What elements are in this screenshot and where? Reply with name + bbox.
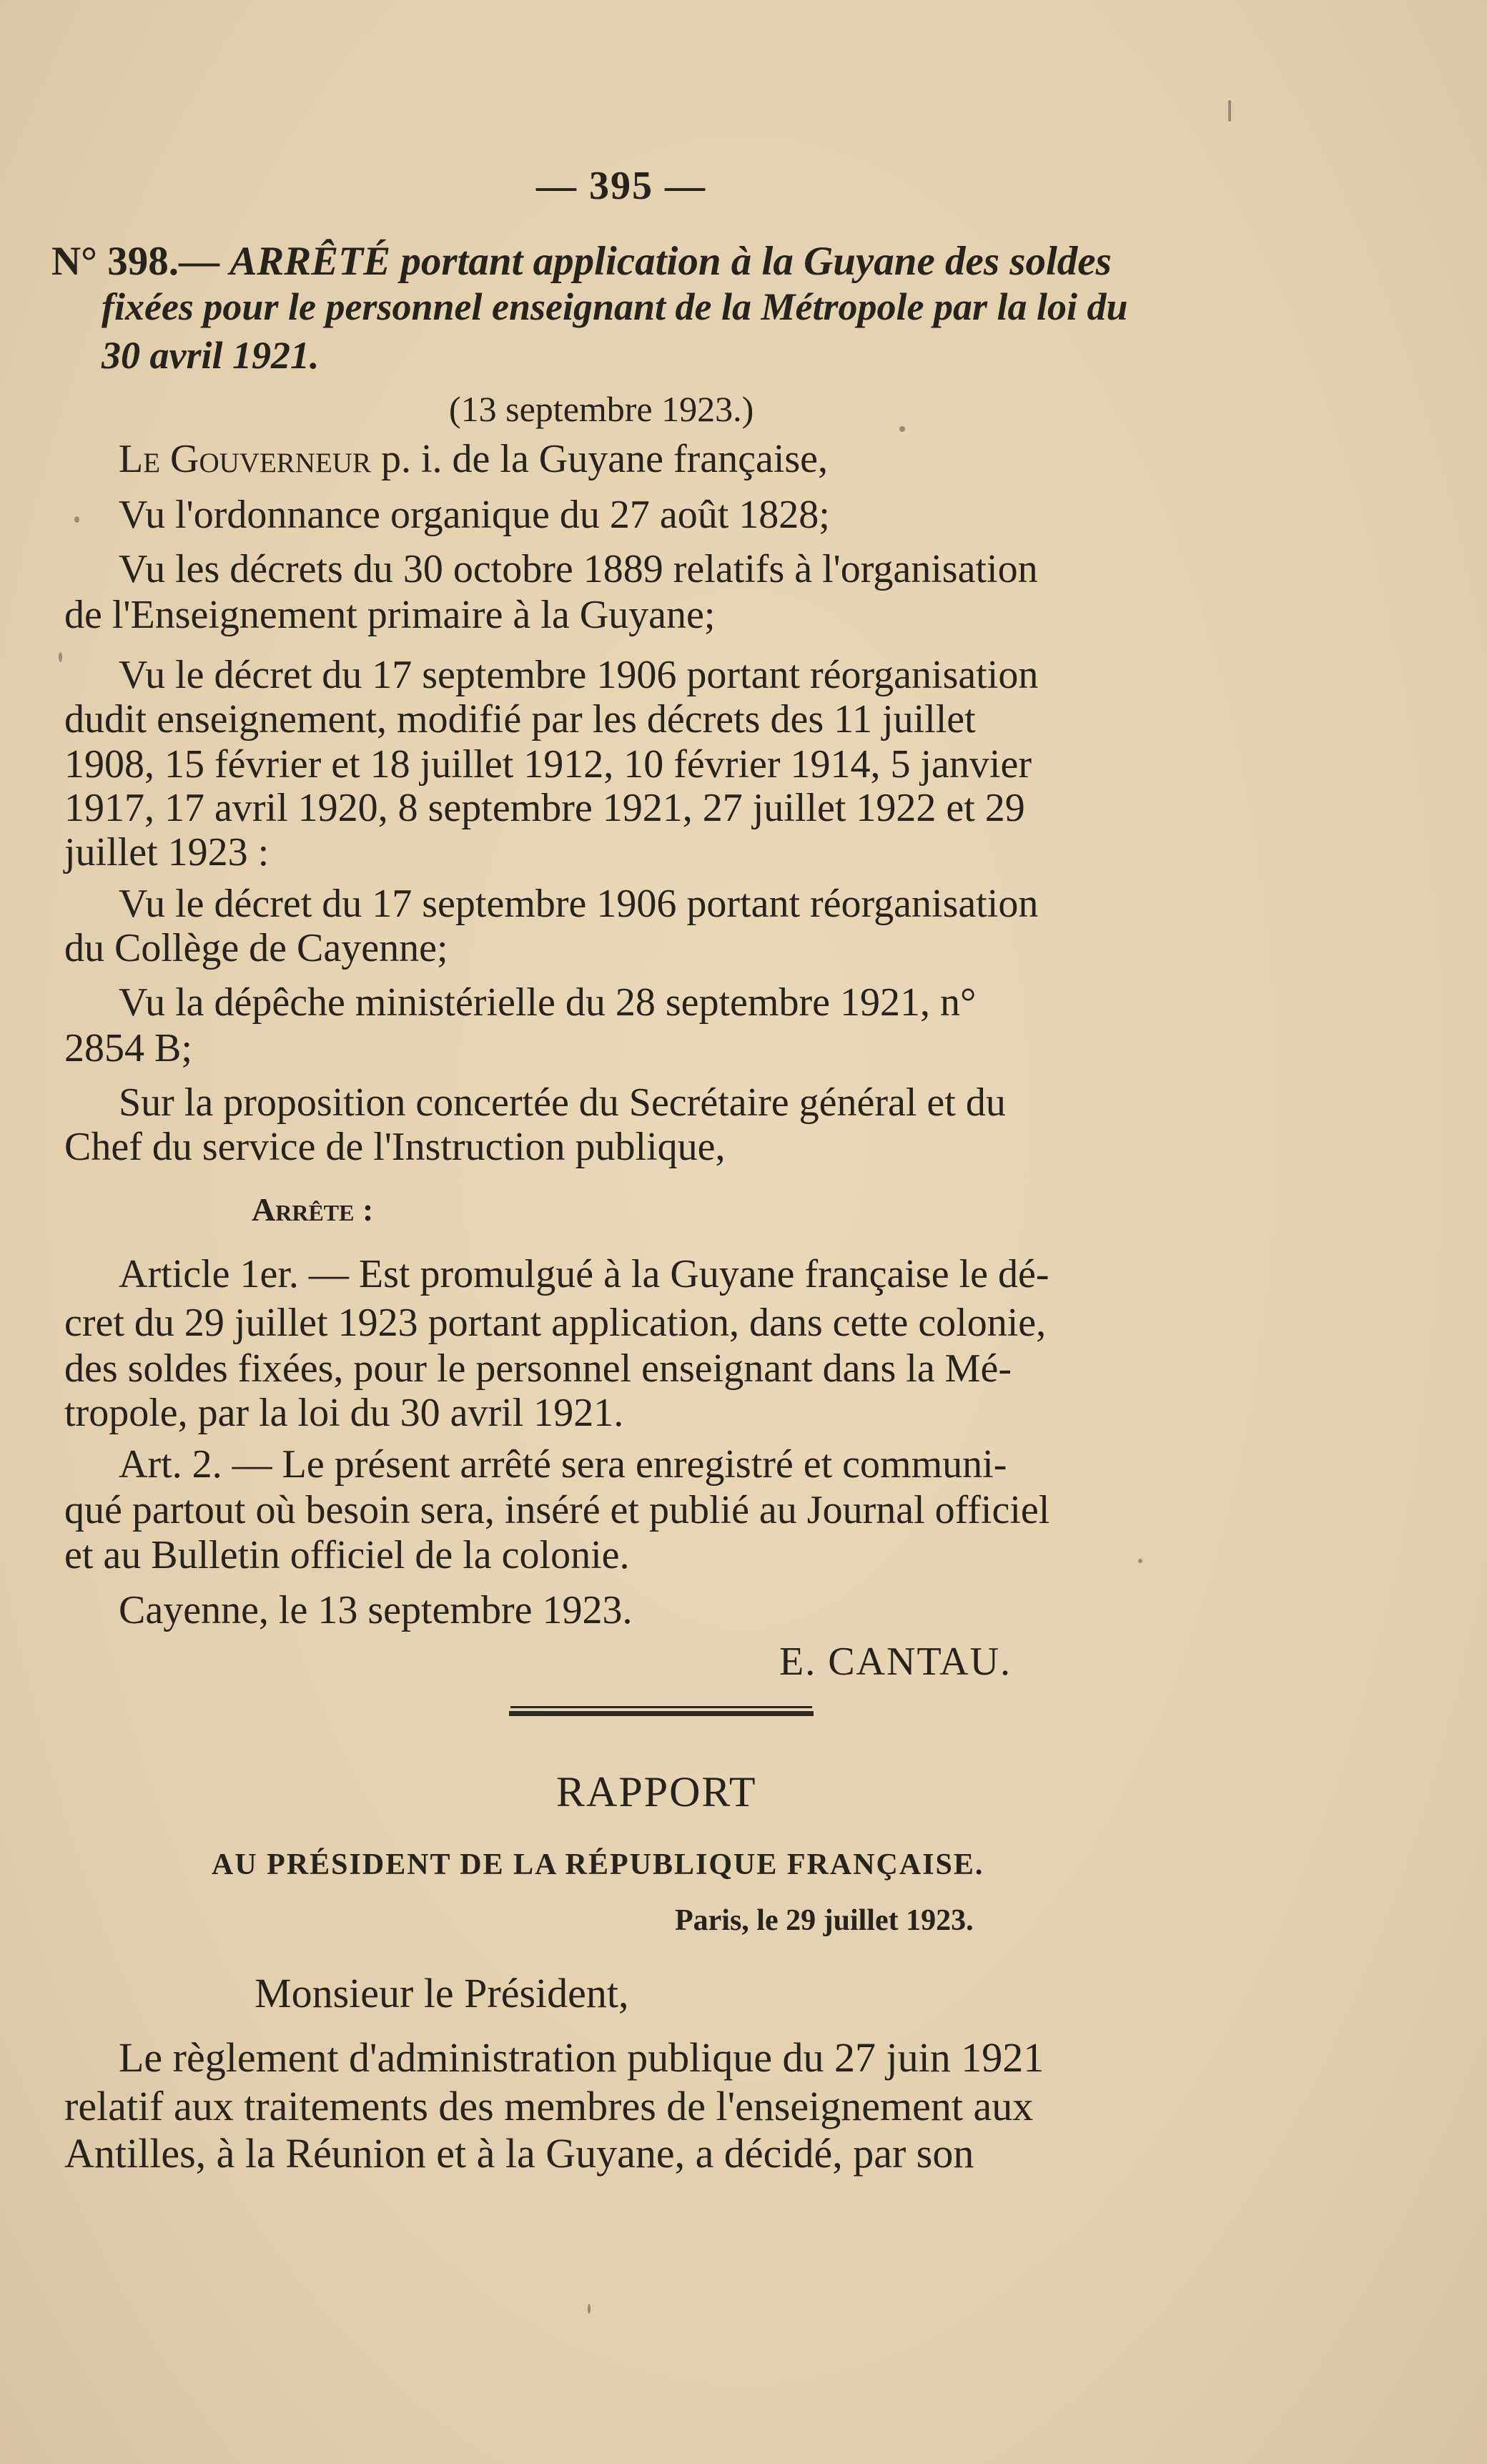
visa-line: Vu l'ordonnance organique du 27 août 1828; bbox=[119, 493, 830, 537]
visa-line: de l'Enseignement primaire à la Guyane; bbox=[64, 593, 716, 637]
report-date: Paris, le 29 juillet 1923. bbox=[675, 1904, 974, 1937]
decree-date: (13 septembre 1923.) bbox=[449, 389, 754, 429]
authority-prefix: Le Gouverneur bbox=[119, 437, 371, 481]
arrete-label: Arrête : bbox=[252, 1191, 374, 1228]
page-number: — 395 — bbox=[536, 164, 706, 208]
article-line: tropole, par la loi du 30 avril 1921. bbox=[64, 1391, 624, 1435]
visa-line: 1908, 15 février et 18 juillet 1912, 10 février 1914, 5 janvier bbox=[64, 742, 1032, 787]
decree-number: N° 398.— bbox=[51, 239, 219, 284]
visa-line: 2854 B; bbox=[64, 1026, 192, 1070]
report-body-line: Antilles, à la Réunion et à la Guyane, a décidé, par son bbox=[64, 2130, 974, 2177]
report-subtitle: AU PRÉSIDENT DE LA RÉPUBLIQUE FRANÇAISE. bbox=[212, 1848, 984, 1881]
article-line: qué partout où besoin sera, inséré et publié au Journal officiel bbox=[64, 1488, 1050, 1532]
paper-speck bbox=[588, 2304, 591, 2314]
place-date: Cayenne, le 13 septembre 1923. bbox=[119, 1588, 633, 1632]
visa-line: 1917, 17 avril 1920, 8 septembre 1921, 27 juillet 1922 et 29 bbox=[64, 786, 1025, 830]
visa-line: Sur la proposition concertée du Secrétaire général et du bbox=[119, 1080, 1006, 1125]
article-line: Article 1er. — Est promulgué à la Guyane française le dé- bbox=[119, 1252, 1049, 1296]
decree-title-line: fixées pour le personnel enseignant de la Métropole par la loi du bbox=[102, 285, 1128, 328]
article-line: Art. 2. — Le présent arrêté sera enregistré et communi- bbox=[119, 1442, 1007, 1487]
decree-heading-line-1 bbox=[51, 239, 1202, 285]
visa-line: Vu les décrets du 30 octobre 1889 relatifs à l'organisation bbox=[119, 547, 1038, 591]
report-title: RAPPORT bbox=[556, 1768, 757, 1815]
report-body-line: relatif aux traitements des membres de l'enseignement aux bbox=[64, 2083, 1034, 2129]
report-salutation: Monsieur le Président, bbox=[255, 1970, 629, 2016]
article-line: cret du 29 juillet 1923 portant application, dans cette colonie, bbox=[64, 1301, 1047, 1345]
report-body-line: Le règlement d'administration publique du 27 juin 1921 bbox=[119, 2034, 1044, 2081]
visa-line: Vu la dépêche ministérielle du 28 septembre 1921, n° bbox=[119, 980, 977, 1025]
authority-rest: p. i. de la Guyane française, bbox=[370, 437, 829, 481]
paper-speck bbox=[74, 516, 79, 523]
decree-title-line: 30 avril 1921. bbox=[102, 334, 320, 377]
signature: E. CANTAU. bbox=[779, 1640, 1012, 1684]
decree-title-line: ARRÊTÉ portant application à la Guyane des soldes bbox=[229, 239, 1112, 284]
paper-speck bbox=[899, 426, 905, 432]
article-line: des soldes fixées, pour le personnel enseignant dans la Mé- bbox=[64, 1346, 1012, 1391]
article-line: et au Bulletin officiel de la colonie. bbox=[64, 1533, 630, 1577]
visa-line: dudit enseignement, modifié par les décrets des 11 juillet bbox=[64, 697, 976, 741]
visa-line: du Collège de Cayenne; bbox=[64, 926, 448, 970]
visa-line: Vu le décret du 17 septembre 1906 portant réorganisation bbox=[119, 653, 1039, 697]
paper-speck bbox=[1228, 100, 1231, 122]
paper-speck bbox=[1138, 1559, 1142, 1563]
visa-line: juillet 1923 : bbox=[64, 830, 270, 874]
visa-line: Chef du service de l'Instruction publique, bbox=[64, 1125, 726, 1169]
separator-rule bbox=[509, 1711, 814, 1716]
paper-speck bbox=[59, 652, 62, 662]
visa-line: Vu le décret du 17 septembre 1906 portant réorganisation bbox=[119, 882, 1039, 926]
decree-authority bbox=[119, 436, 828, 482]
